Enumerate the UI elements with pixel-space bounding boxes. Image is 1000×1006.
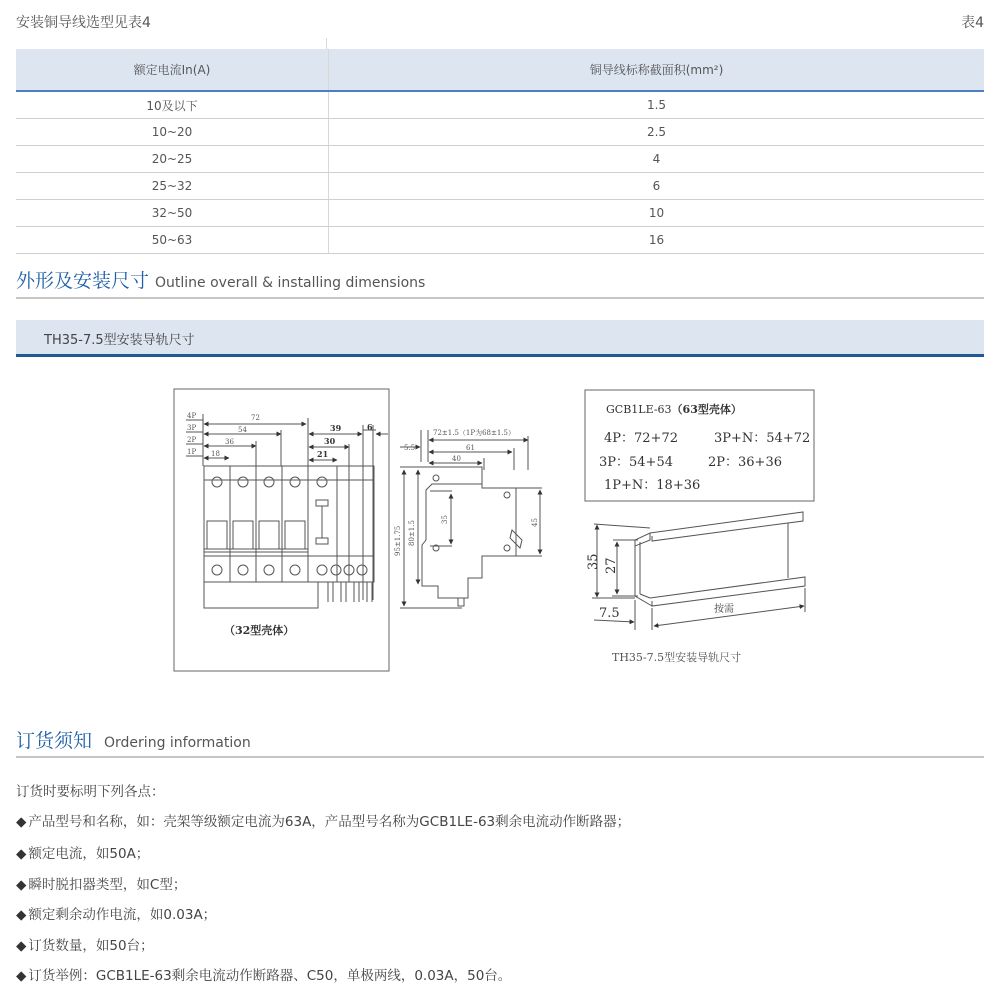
cell-current: 32~50 bbox=[16, 200, 329, 227]
ordering-title-en: Ordering information bbox=[104, 735, 251, 751]
ordering-title-cn: 订货须知 bbox=[16, 730, 93, 752]
spec-model: GCB1LE-63 bbox=[606, 403, 672, 416]
spec-item: 1P+N：18+36 bbox=[604, 478, 701, 493]
rail-dim-7-5: 7.5 bbox=[599, 606, 620, 621]
section-divider bbox=[16, 756, 984, 758]
ordering-item-text: 订货举例：GCB1LE-63剩余电流动作断路器、C50，单极两线，0.03A，50台。 bbox=[28, 968, 512, 984]
ordering-item bbox=[16, 903, 216, 923]
table-row bbox=[16, 119, 984, 146]
dim-30: 30 bbox=[324, 436, 336, 446]
spec-box bbox=[585, 390, 814, 501]
spec-item: 3P+N：54+72 bbox=[714, 431, 811, 446]
cell-section: 1.5 bbox=[329, 91, 985, 119]
ordering-section-title bbox=[16, 726, 251, 753]
ordering-item bbox=[16, 842, 149, 862]
dim-45: 45 bbox=[531, 518, 539, 527]
dim-18: 18 bbox=[211, 450, 220, 458]
table-row bbox=[16, 173, 984, 200]
dim-72: 72 bbox=[251, 414, 260, 422]
dim-40: 40 bbox=[452, 455, 461, 463]
spec-item: 3P：54+54 bbox=[599, 455, 673, 470]
pole-label-1p: 1P bbox=[187, 448, 197, 456]
diamond-bullet-icon: ◆ bbox=[16, 877, 27, 893]
table-number: 表4 bbox=[961, 15, 984, 31]
table-row bbox=[16, 146, 984, 173]
table-row bbox=[16, 227, 984, 254]
spec-item: 4P：72+72 bbox=[604, 431, 678, 446]
ordering-item-text: 订货数量，如50台； bbox=[28, 938, 154, 954]
ordering-item-text: 额定剩余动作电流，如0.03A； bbox=[28, 907, 217, 923]
ordering-intro: 订货时要标明下列各点： bbox=[16, 784, 165, 800]
diamond-bullet-icon: ◆ bbox=[16, 814, 27, 830]
wire-selection-table bbox=[16, 49, 984, 254]
cell-section: 4 bbox=[329, 146, 985, 173]
cell-current: 20~25 bbox=[16, 146, 329, 173]
ordering-item-text: 瞬时脱扣器类型，如C型； bbox=[28, 877, 187, 893]
cell-section: 2.5 bbox=[329, 119, 985, 146]
dimension-drawings bbox=[0, 370, 1000, 690]
diamond-bullet-icon: ◆ bbox=[16, 968, 27, 984]
table-caption: 安装铜导线选型见表4 bbox=[16, 15, 151, 31]
dim-54: 54 bbox=[238, 426, 247, 434]
cell-section: 16 bbox=[329, 227, 985, 254]
ordering-item bbox=[16, 934, 154, 954]
ordering-item-text: 产品型号和名称，如：壳架等级额定电流为63A，产品型号名称为GCB1LE-63剩余电流动作断路器； bbox=[28, 814, 631, 830]
dim-35-side: 35 bbox=[441, 515, 449, 524]
pole-label-2p: 2P bbox=[187, 436, 197, 444]
cell-current: 10~20 bbox=[16, 119, 329, 146]
din-rail-drawing bbox=[592, 512, 805, 630]
spec-item: 2P：36+36 bbox=[708, 455, 782, 470]
cell-current: 25~32 bbox=[16, 173, 329, 200]
dim-36: 36 bbox=[225, 438, 234, 446]
diamond-bullet-icon: ◆ bbox=[16, 938, 27, 954]
section-divider bbox=[16, 297, 984, 299]
side-view-drawing bbox=[400, 430, 542, 608]
dim-39: 39 bbox=[330, 423, 342, 433]
pole-label-3p: 3P bbox=[187, 424, 197, 432]
ordering-item bbox=[16, 964, 511, 984]
diamond-bullet-icon: ◆ bbox=[16, 846, 27, 862]
dim-95: 95±1.75 bbox=[394, 525, 402, 556]
header-cross-section: 铜导线标称截面积(mm²) bbox=[329, 49, 985, 91]
spec-shell: （63型壳体） bbox=[671, 403, 742, 416]
cell-current: 10及以下 bbox=[16, 91, 329, 119]
ordering-item bbox=[16, 810, 630, 830]
cell-section: 10 bbox=[329, 200, 985, 227]
cell-section: 6 bbox=[329, 173, 985, 200]
diamond-bullet-icon: ◆ bbox=[16, 907, 27, 923]
dim-21: 21 bbox=[317, 449, 329, 459]
dimensions-section-title bbox=[16, 266, 425, 293]
table-row bbox=[16, 200, 984, 227]
pole-label-4p: 4P bbox=[187, 412, 197, 420]
front-view-caption: （32型壳体） bbox=[224, 624, 295, 637]
dim-61: 61 bbox=[466, 444, 475, 452]
table-header-row bbox=[16, 49, 984, 91]
rail-caption: TH35-7.5型安装导轨尺寸 bbox=[612, 651, 742, 664]
cell-current: 50~63 bbox=[16, 227, 329, 254]
dim-6: 6 bbox=[367, 422, 373, 432]
ordering-item-text: 额定电流，如50A； bbox=[28, 846, 150, 862]
dimensions-title-en: Outline overall & installing dimensions bbox=[155, 275, 426, 291]
rail-subheader-label: TH35-7.5型安装导轨尺寸 bbox=[44, 333, 195, 348]
table-row bbox=[16, 91, 984, 119]
dim-72-side: 72±1.5（1P为68±1.5） bbox=[433, 429, 515, 437]
rail-length-label: 按需 bbox=[714, 604, 734, 615]
ordering-item bbox=[16, 873, 186, 893]
svg-text:GCB1LE-63（63型壳体） bbox=[606, 402, 742, 416]
rail-dim-35: 35 bbox=[586, 553, 601, 570]
dimensions-title-cn: 外形及安装尺寸 bbox=[16, 270, 150, 292]
dim-80: 80±1.5 bbox=[408, 520, 416, 546]
header-rated-current: 额定电流In(A) bbox=[16, 49, 329, 91]
dim-5-5: 5.5 bbox=[404, 444, 416, 452]
rail-subheader bbox=[16, 320, 984, 357]
rail-dim-27: 27 bbox=[604, 557, 619, 574]
